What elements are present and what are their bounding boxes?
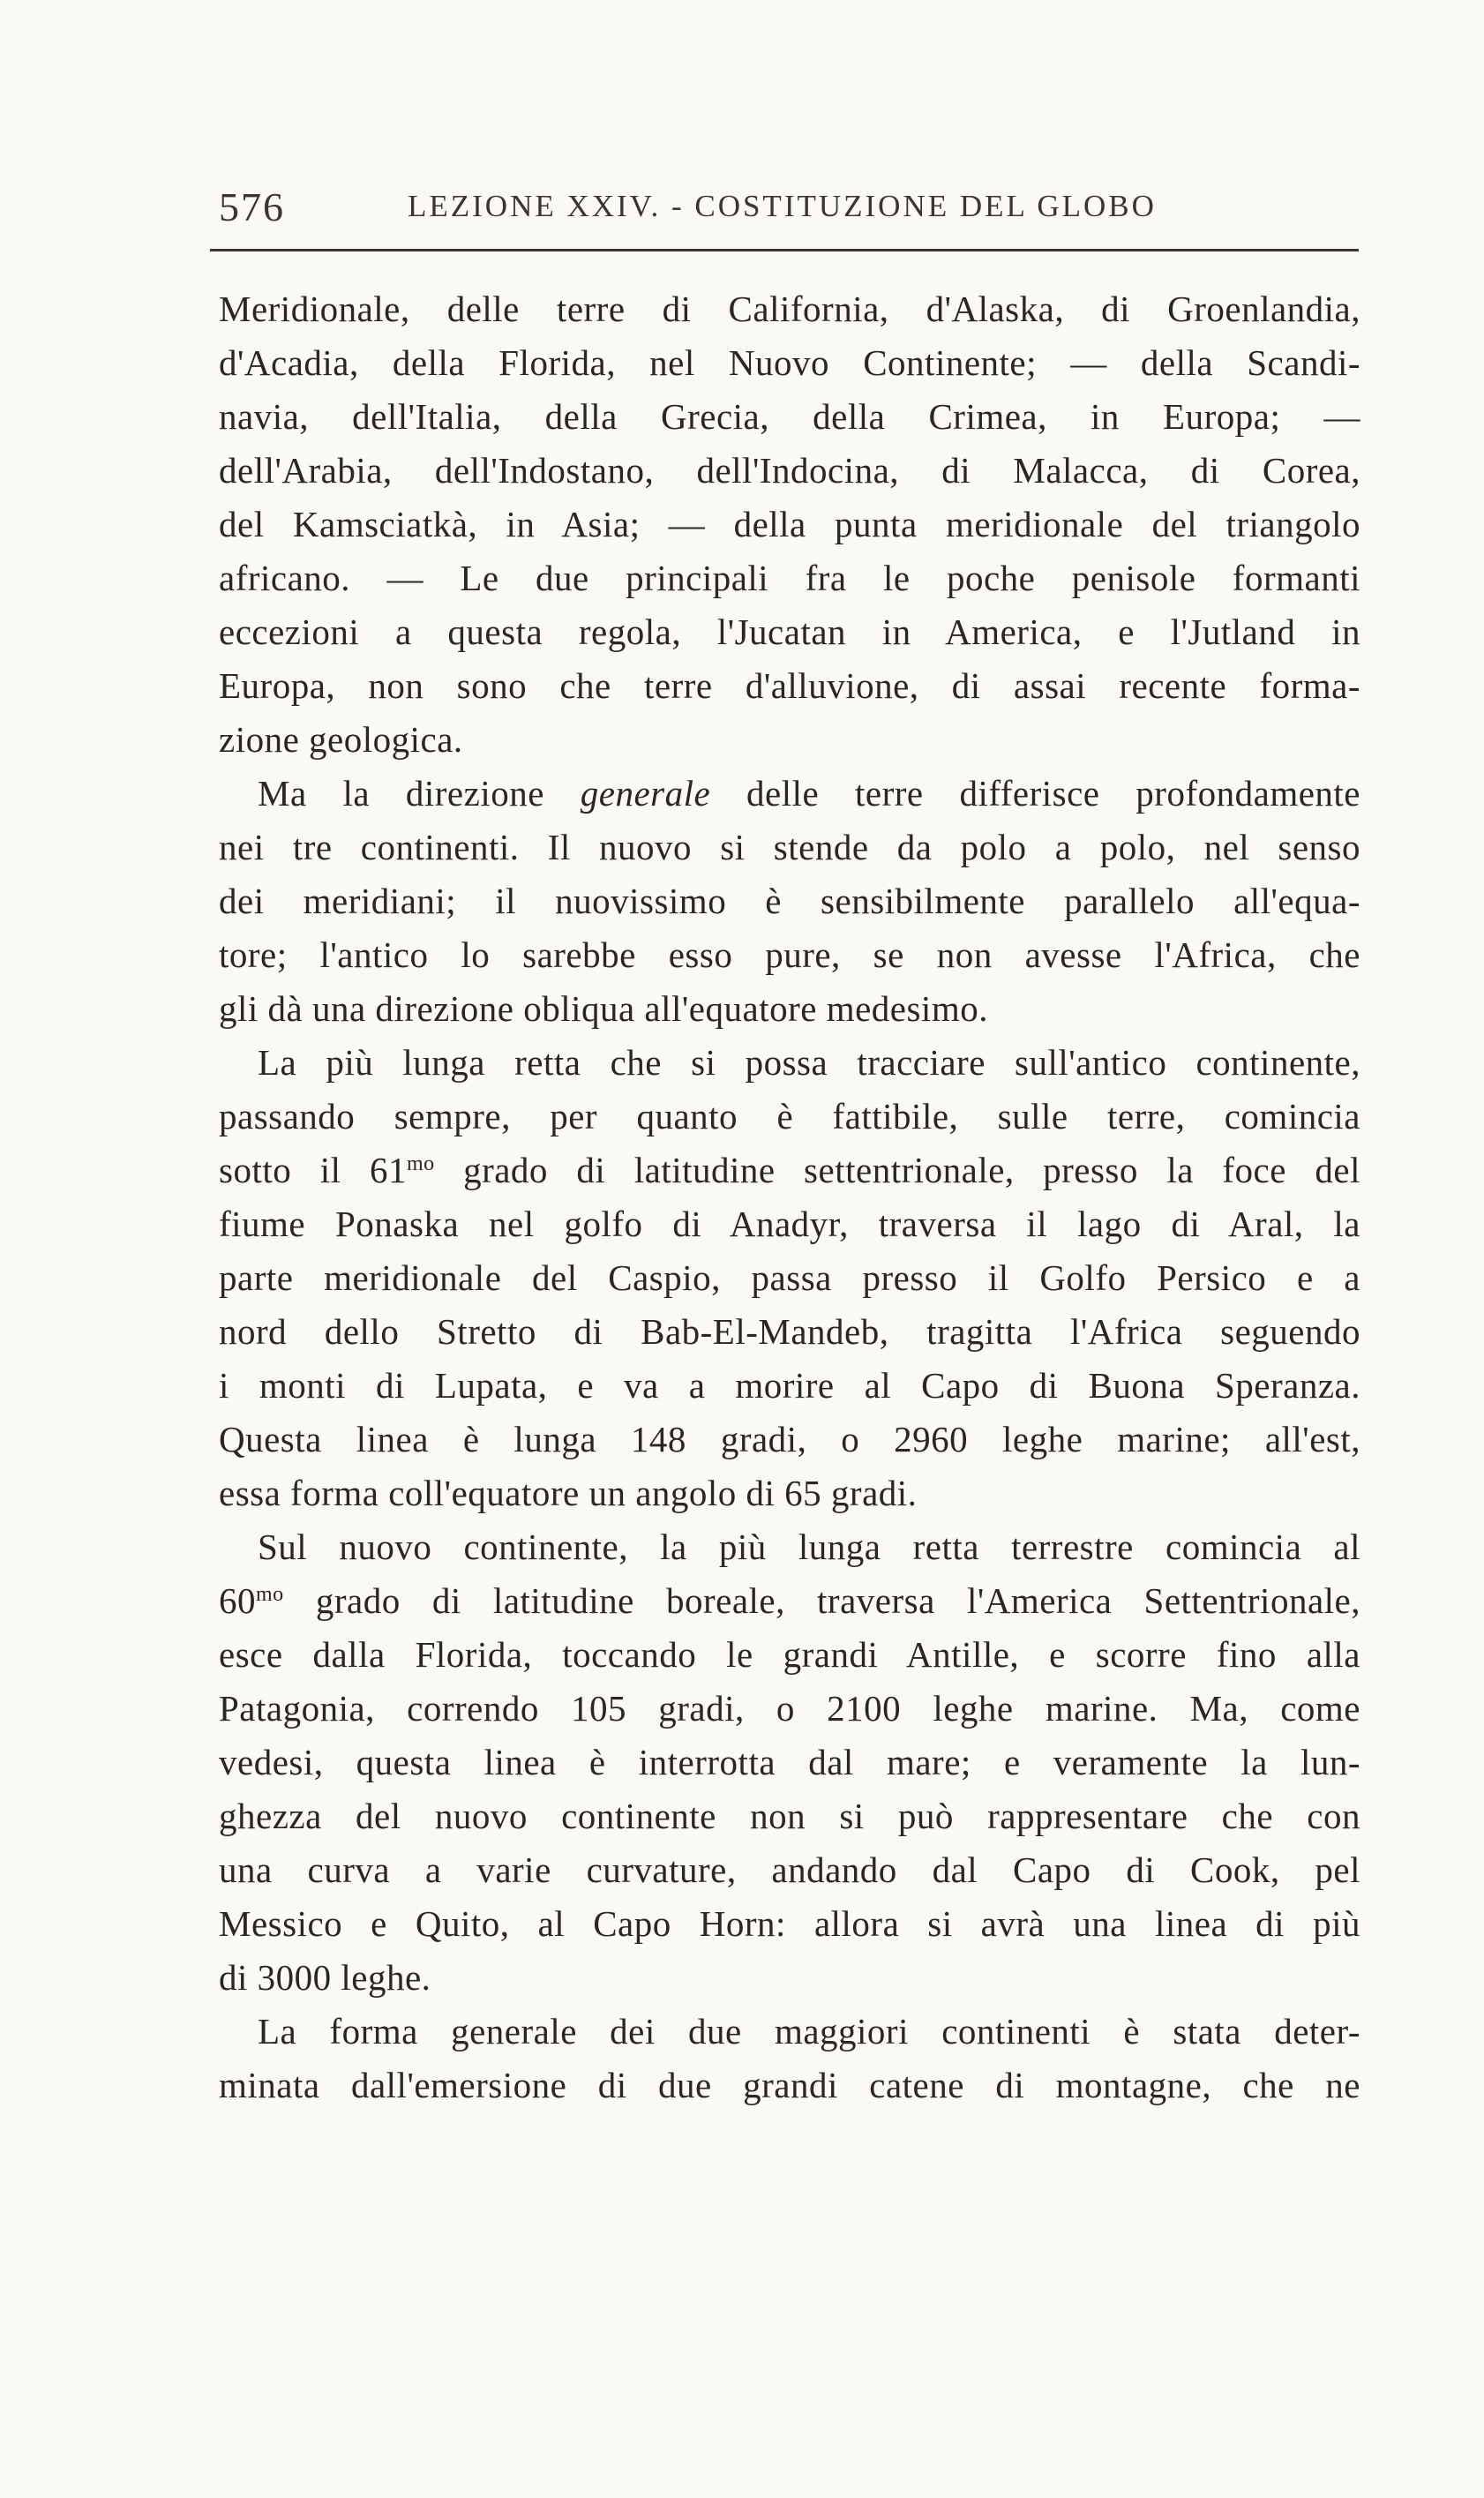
text-line: del Kamsciatkà, in Asia; — della punta meridionale del triangolo: [219, 504, 1360, 544]
text-line: gli dà una direzione obliqua all'equatore medesimo.: [219, 988, 988, 1029]
text-line: nord dello Stretto di Bab-El-Mandeb, tragitta l'Africa seguendo: [219, 1311, 1360, 1352]
text-run: delle terre differisce profondamente: [710, 773, 1360, 814]
italic-word: generale: [580, 773, 711, 814]
text-line: i monti di Lupata, e va a morire al Capo di Buona Speranza.: [219, 1365, 1360, 1406]
text-line: [219, 767, 1360, 821]
text-line: africano. — Le due principali fra le poche penisole formanti: [219, 558, 1360, 598]
text-line: Sul nuovo continente, la più lunga retta terrestre comincia al: [258, 1527, 1360, 1567]
text-line: Questa linea è lunga 148 gradi, o 2960 leghe marine; all'est,: [219, 1419, 1360, 1459]
text-line: eccezioni a questa regola, l'Jucatan in America, e l'Jutland in: [219, 611, 1360, 652]
paragraph-3: [219, 1036, 1360, 1520]
superscript: mo: [256, 1583, 284, 1606]
paragraph-2: [219, 767, 1360, 1036]
text-line: una curva a varie curvature, andando dal Capo di Cook, pel: [219, 1849, 1360, 1890]
text-line: Meridionale, delle terre di California, d'Alaska, di Groenlandia,: [219, 289, 1360, 329]
text-line: La più lunga retta che si possa tracciare sull'antico continente,: [258, 1042, 1360, 1083]
text-line: dei meridiani; il nuovissimo è sensibilmente parallelo all'equa-: [219, 881, 1360, 921]
text-line: esce dalla Florida, toccando le grandi Antille, e scorre fino alla: [219, 1634, 1360, 1675]
text-line: vedesi, questa linea è interrotta dal mare; e veramente la lun-: [219, 1742, 1360, 1782]
paragraph-5: [219, 2005, 1360, 2112]
text-line: dell'Arabia, dell'Indostano, dell'Indocina, di Malacca, di Corea,: [219, 450, 1360, 491]
text-run: grado di latitudine boreale, traversa l'America Settentrionale,: [283, 1580, 1360, 1621]
text-line: Patagonia, correndo 105 gradi, o 2100 leghe marine. Ma, come: [219, 1688, 1360, 1729]
text-line: fiume Ponaska nel golfo di Anadyr, traversa il lago di Aral, la: [219, 1204, 1360, 1244]
text-line: di 3000 leghe.: [219, 1957, 431, 1998]
text-run: Ma la direzione: [258, 773, 581, 814]
text-line: ghezza del nuovo continente non si può rappresentare che con: [219, 1796, 1360, 1836]
text-line: nei tre continenti. Il nuovo si stende da polo a polo, nel senso: [219, 827, 1360, 867]
text-line: [219, 1144, 1360, 1197]
text-line: Europa, non sono che terre d'alluvione, di assai recente forma-: [219, 665, 1360, 706]
superscript: mo: [406, 1152, 435, 1175]
running-head: [219, 184, 1357, 236]
text-run: sotto il 61: [219, 1150, 407, 1190]
text-run: grado di latitudine settentrionale, presso la foce del: [434, 1150, 1360, 1190]
paragraph-1: [219, 282, 1360, 767]
text-line: La forma generale dei due maggiori continenti è stata deter-: [258, 2011, 1360, 2052]
text-line: [219, 1574, 1360, 1628]
text-line: navia, dell'Italia, della Grecia, della Crimea, in Europa; —: [219, 396, 1360, 437]
text-line: minata dall'emersione di due grandi catene di montagne, che ne: [219, 2065, 1360, 2105]
text-run: 60: [219, 1580, 256, 1621]
page-number: 576: [219, 184, 285, 229]
text-line: passando sempre, per quanto è fattibile, sulle terre, comincia: [219, 1096, 1360, 1136]
body-text: [219, 282, 1360, 2112]
text-line: d'Acadia, della Florida, nel Nuovo Continente; — della Scandi-: [219, 342, 1360, 383]
text-line: zione geologica.: [219, 719, 463, 760]
paragraph-4: [219, 1520, 1360, 2005]
header-rule: [210, 249, 1359, 251]
text-line: Messico e Quito, al Capo Horn: allora si avrà una linea di più: [219, 1903, 1360, 1944]
running-title: LEZIONE XXIV. - COSTITUZIONE DEL GLOBO: [408, 189, 1157, 223]
text-line: essa forma coll'equatore un angolo di 65 gradi.: [219, 1473, 918, 1513]
text-line: tore; l'antico lo sarebbe esso pure, se non avesse l'Africa, che: [219, 934, 1360, 975]
text-line: parte meridionale del Caspio, passa presso il Golfo Persico e a: [219, 1257, 1360, 1298]
